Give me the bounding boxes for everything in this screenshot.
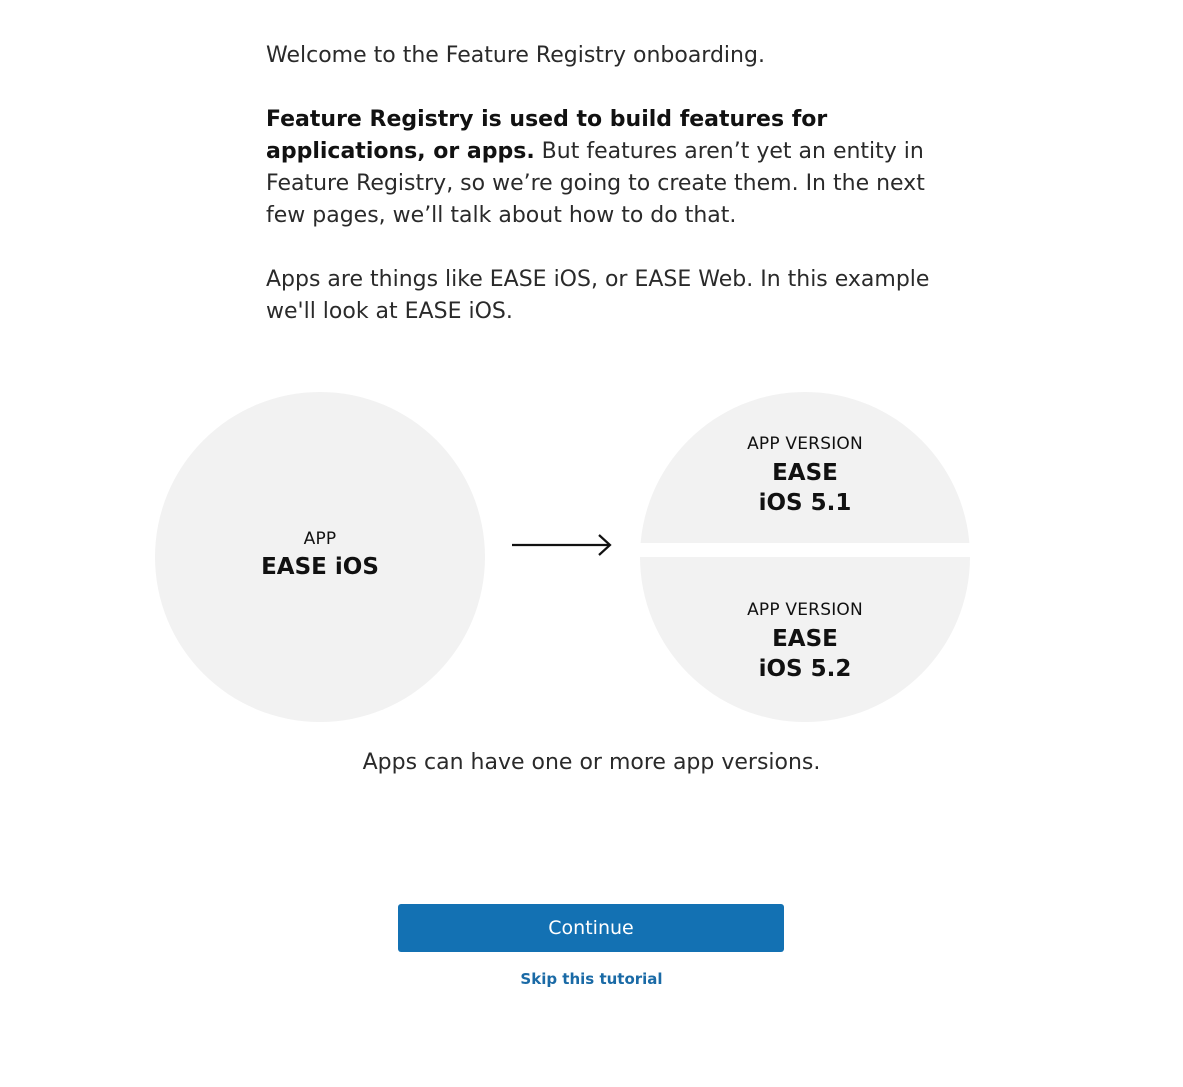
app-circle — [155, 392, 485, 722]
intro-body: But features aren’t yet an entity in Feature Registry, so we’re going to create them. In the next few pages, we’ll talk about how to do that. — [266, 139, 925, 228]
continue-button[interactable]: Continue — [398, 904, 784, 952]
app-version-label: APP VERSION — [747, 434, 863, 454]
app-label: APP — [303, 529, 337, 549]
app-name: EASE iOS — [261, 554, 379, 580]
app-version-name-line1: EASE — [772, 460, 838, 486]
welcome-text: Welcome to the Feature Registry onboarding. — [266, 43, 765, 68]
app-version-segment — [640, 557, 970, 722]
app-version-name-line2: iOS 5.1 — [758, 490, 852, 516]
app-version-name-line2: iOS 5.2 — [758, 656, 852, 682]
app-version-segment — [640, 392, 970, 543]
intro-text — [266, 40, 931, 360]
apps-example-text: Apps are things like EASE iOS, or EASE Web. In this example we'll look at EASE iOS. — [266, 267, 930, 324]
arrow-right-icon — [510, 530, 614, 560]
diagram-caption: Apps can have one or more app versions. — [362, 750, 821, 775]
intro-bold-lead: Feature Registry is used to build features for applications, or apps. — [266, 107, 828, 164]
app-versions-circle — [640, 392, 970, 722]
intro-paragraph — [266, 104, 931, 232]
app-version-name-line1: EASE — [772, 626, 838, 652]
app-version-label: APP VERSION — [747, 600, 863, 620]
skip-tutorial-link[interactable]: Skip this tutorial — [520, 970, 663, 988]
